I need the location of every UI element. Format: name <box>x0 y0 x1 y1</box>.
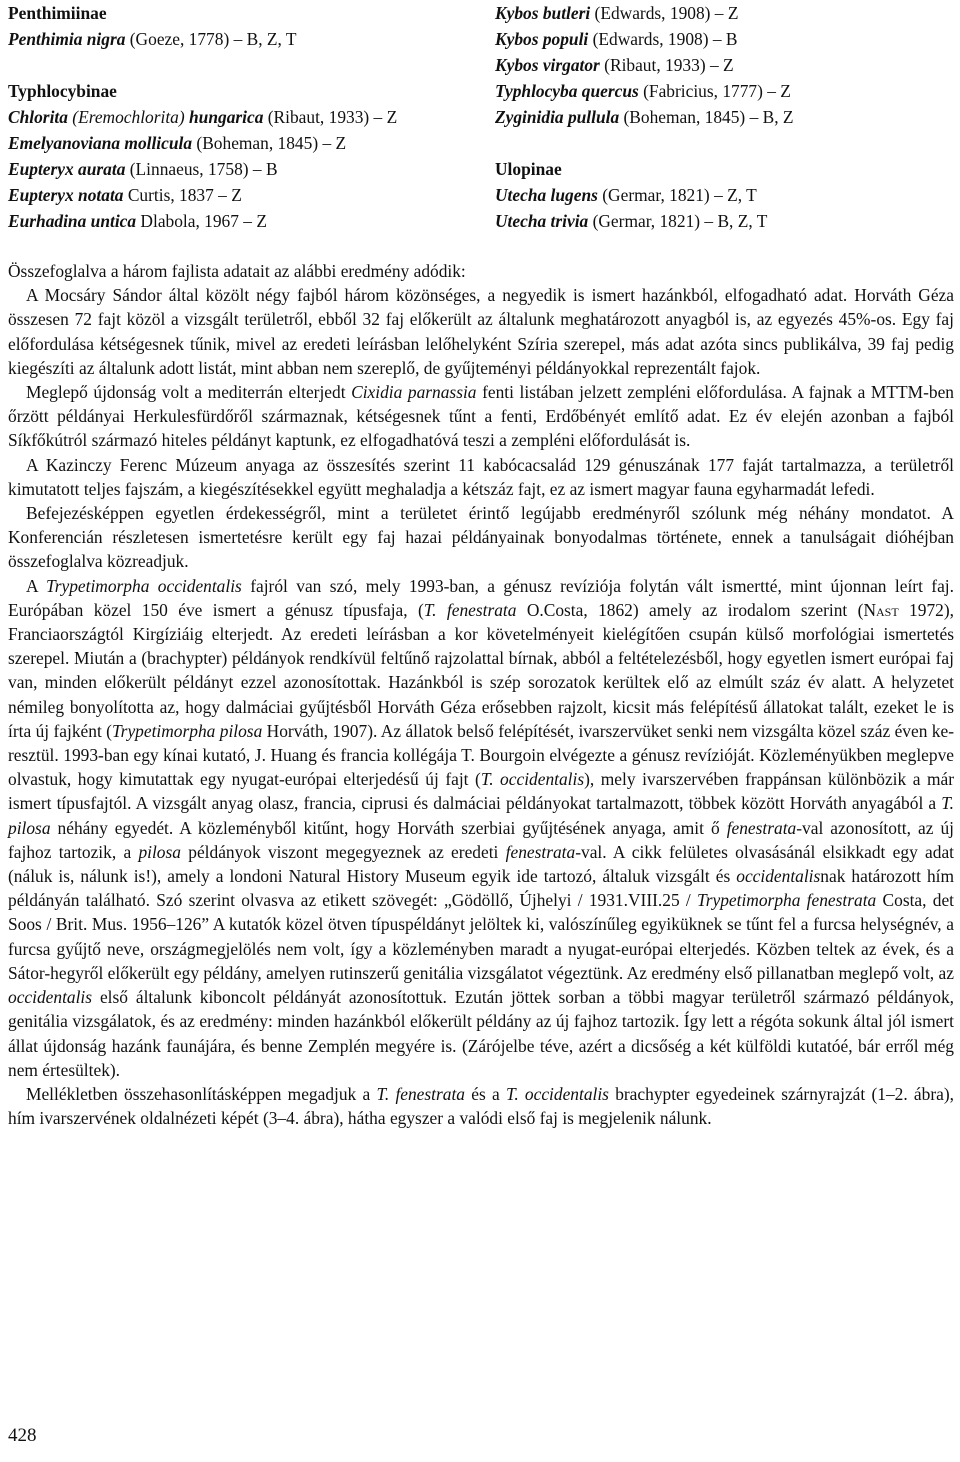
page-number: 428 <box>8 1425 37 1446</box>
subfamily-heading: Ulopinae <box>495 159 562 179</box>
paragraph <box>8 501 954 574</box>
species-author-and-locality: (Ribaut, 1933) – Z <box>263 107 398 127</box>
text-run: Horváth, 1907). Az állatok belső felépítését, ivarszervüket senki nem vizsgálta közel száz éven keresztül. 1993-ban egy kínai kutató, J. Huang és francia kollégája T. Bourgoin elvégezte a génusz revízióját. Közleményükben meglepve olvastuk, hogy kimutattak egy nyugat-európai elterjedésű új fajt ( <box>8 720 955 790</box>
species-author-and-locality: (Goeze, 1778) – B, Z, T <box>125 29 297 49</box>
text-run: Befejezésképpen egyetlen érdekességről, mint a területet érintő legújabb eredményről szólunk még néhány mondatot. A Konferencián részletesen ismertetésre került egy faj hazai példányainak bonyodalmas története, ennek a tanulságait dióhéjban összefoglalva közreadjuk. <box>8 503 954 572</box>
italic-name: Trypetimorpha pilosa <box>111 720 263 741</box>
species-author-and-locality: (Boheman, 1845) – B, Z <box>619 107 794 127</box>
species-entry <box>8 156 488 182</box>
text-run: ), mely ivarszervében frappánsan különbözik a már ismert típusfajtól. A vizsgált anyag olasz, francia, ciprusi és dalmáciai példányokat tartalmazott, többek között Horváth anyagából a <box>8 769 955 814</box>
species-name: Kybos butleri <box>495 3 591 23</box>
species-list-right-column <box>495 0 955 234</box>
text-run: 1972), Franciaországtól Kirgíziáig elterjedt. Az eredeti leírásban a kor követelményeit kielégítően csupán külső morfológiai ismertetés szerepel. Miután a (brachypter) példányok rendkívül feltűnő rajzolattal bírnak, abból a feltételezésből, hogy egyetlen ismert európai faj van, minden előkerült példányt ezzel azonosítottak. Hazánkból is szép sorozatok kerültek elő az elmúlt száz év alatt. A helyzetet némileg bonyolította az, hogy dalmáciai gyűjtésből Horváth Géza erősebben rajzolt, kicsit más felépítésű állatokat talált, ezeket le is írta új fajként ( <box>8 599 954 741</box>
species-author-and-locality: (Boheman, 1845) – Z <box>192 133 347 153</box>
text-run: fenti listában jelzett zempléni előfordulása. A fajnak a MTTM-ben őrzött példányai Herkulesfürdőről származnak, kétségesnek tűnt a fenti, Erdőbényét említő adat. Ez év elején azonban a fajból Síkfőkútról származó hiteles példányt kaptunk, ez elfogadhatóvá teszi a zempléni előfordulását is. <box>8 382 954 451</box>
text-run: nak határozott hím példányán található. Szó szerint olvasva az etikett szövegét: „Gödöllő, Újhelyi / 1931.VIII.25 / <box>8 866 954 911</box>
text-run: és a <box>465 1083 506 1104</box>
species-entry <box>495 182 955 208</box>
italic-name: fenestrata <box>726 817 797 838</box>
species-author-and-locality: Dlabola, 1967 – Z <box>136 211 267 231</box>
species-name: Kybos virgator <box>495 55 600 75</box>
species-author-and-locality: Curtis, 1837 – Z <box>123 185 242 205</box>
subgenus-name: (Eremochlorita) <box>72 107 189 127</box>
article-text <box>8 283 954 1130</box>
text-run: példányok viszont megegyeznek az eredeti <box>180 841 506 862</box>
italic-name: fenestrata <box>505 841 576 862</box>
author-name-small-caps: Nast <box>863 599 899 620</box>
italic-name: T. fenestrata <box>423 599 517 620</box>
species-name: Penthimia nigra <box>8 29 126 49</box>
species-entry <box>495 0 955 26</box>
text-run: A Kazinczy Ferenc Múzeum anyaga az összesítés szerint 11 kabócacsalád 129 génuszának 177 faját tartalmazza, a területről kimutatott teljes fajszám, a kiegészítésekkel együtt meghaladja a kétszáz fajt, ez az ismert magyar fauna egyharmadát lefedi. <box>8 454 954 499</box>
text-run: Mellékletben összehasonlításképpen megadjuk a <box>26 1083 377 1104</box>
text-run: -val. A cikk felületes olvasásánál elsikkadt egy adat (náluk is, nálunk is!), amely a londoni Natural History Museum egyik ide tartozó, általuk vizsgált és <box>8 841 954 887</box>
italic-name: Trypetimorpha occidentalis <box>46 575 242 596</box>
species-entry <box>8 182 488 208</box>
species-entry <box>495 78 955 104</box>
species-list-left-column <box>8 0 488 234</box>
blank-line <box>8 52 488 78</box>
italic-name: T. pilosa <box>8 793 954 838</box>
paragraph <box>8 283 954 380</box>
species-list <box>8 0 954 240</box>
species-entry <box>495 208 955 234</box>
text-run: első általunk kiboncolt példányát azonosítottuk. Ezután jöttek sorban a többi magyar területről származó példányok, genitália vizsgálatok, és az eredmény: minden hazánkból előkerült példány az új fajhoz tartozik. Így lett a régóta sokunk által jól ismert állat újdonság hazánk faunájára, és benne Zemplén megyére is. (Zárójelbe téve, azért a dicsőség a két külföldi kutatóé, bár erről még nem értesültek). <box>8 987 954 1080</box>
species-name: Zyginidia pullula <box>495 107 620 127</box>
species-name: Eurhadina untica <box>8 211 137 231</box>
italic-name: occidentalis <box>736 866 821 887</box>
italic-name: T. fenestrata <box>376 1083 465 1104</box>
species-name: Emelyanoviana mollicula <box>8 133 193 153</box>
paragraph <box>8 453 954 501</box>
text-run: -val azonosított, az új fajhoz tartozik, a <box>8 817 954 862</box>
italic-name: T. occidentalis <box>480 769 585 790</box>
text-run: néhány egyedét. A közleményből kitűnt, hogy Horváth szerbiai gyűjtésének anyaga, amit ő <box>50 817 727 838</box>
species-author-and-locality: (Edwards, 1908) – B <box>588 29 738 49</box>
species-author-and-locality: (Linnaeus, 1758) – B <box>125 159 278 179</box>
text-run: A Mocsáry Sándor által közölt négy fajból három közönséges, a negyedik is ismert hazánkból, elfogadható adat. Horváth Géza összesen 72 fajt közöl a vizsgált területről, ebből 32 faj előkerült az általunk meghatározott anyagból is, az egyezés 45%-os. Egy faj előfordulása kétségesnek tűnik, mivel az eredeti leírásban lelőhelyként Szíria szerepel, más adat azóta sincs publikálva, 39 faj pedig kiegészíti az általunk adott listát, mint abban nem szereplő, de gyűjteményi példányokkal reprezentált fajok. <box>8 285 954 378</box>
subfamily-heading: Penthimiinae <box>8 3 107 23</box>
text-run: Meglepő újdonság volt a mediterrán elterjedt <box>26 382 352 403</box>
species-author-and-locality: (Germar, 1821) – Z, T <box>597 185 757 205</box>
italic-name: T. occidentalis <box>505 1083 609 1104</box>
species-entry <box>495 104 955 130</box>
species-author-and-locality: (Edwards, 1908) – Z <box>590 3 739 23</box>
text-run: fajról van szó, mely 1993-ban, a génusz revíziója folytán vált ismertté, mint újonnan leírt faj. Európában közel 150 éve ismert a génusz típusfaja, ( <box>8 575 954 620</box>
paragraph <box>8 574 954 1082</box>
species-author-and-locality: (Fabricius, 1777) – Z <box>638 81 791 101</box>
species-entry <box>495 26 955 52</box>
species-name: Utecha trivia <box>495 211 589 231</box>
italic-name: pilosa <box>138 841 181 862</box>
text-run: A <box>26 575 46 596</box>
italic-name: occidentalis <box>8 987 93 1008</box>
species-name: Eupteryx notata <box>8 185 124 205</box>
species-entry <box>495 52 955 78</box>
species-entry <box>8 26 488 52</box>
species-name: Utecha lugens <box>495 185 598 205</box>
species-author-and-locality: (Ribaut, 1933) – Z <box>599 55 734 75</box>
genus-name: Chlorita <box>8 107 73 127</box>
species-name: Eupteryx aurata <box>8 159 126 179</box>
text-run: Costa, det Soos / Brit. Mus. 1956–126” A kutatók közel ötven típuspéldányt jelöltek ki, valószínűleg egyiküknek se tűnt fel a furcsa helységnév, a furcsa gyűjtő neve, országmegjelölés nem volt, így a közleményben maradt a nyugat-európai elterjedés. Közben teltek az évek, és a Sátor-hegyről előkerült egy példány, amelyen rutinszerű genitália vizsgálatot végeztünk. Az eredmény első pillanatban meglepő volt, az <box>8 890 954 983</box>
species-author-and-locality: (Germar, 1821) – B, Z, T <box>588 211 768 231</box>
summary-intro: Összefoglalva a három fajlista adatait az alábbi eredmény adódik: <box>8 261 466 281</box>
page-body <box>8 0 954 1130</box>
subfamily-heading: Typhlocybinae <box>8 81 117 101</box>
italic-name: Cixidia parnassia <box>351 382 477 403</box>
species-entry <box>8 104 488 130</box>
blank-line <box>495 130 955 156</box>
paragraph <box>8 1082 954 1130</box>
text-run: brachypter egyedeinek szárnyrajzát (1–2. ábra), hím ivarszervének oldalnézeti képét (3–4. ábra), hátha egyszer a valódi első faj is megjelenik nálunk. <box>8 1083 954 1129</box>
species-entry <box>8 130 488 156</box>
species-entry <box>8 208 488 234</box>
text-run: O.Costa, 1862) amely az irodalom szerint ( <box>516 599 864 620</box>
species-name: Typhlocyba quercus <box>495 81 639 101</box>
italic-name: Trypetimorpha fenestrata <box>697 890 877 911</box>
paragraph <box>8 380 954 453</box>
species-name: Kybos populi <box>495 29 589 49</box>
species-name: hungarica <box>189 107 264 127</box>
